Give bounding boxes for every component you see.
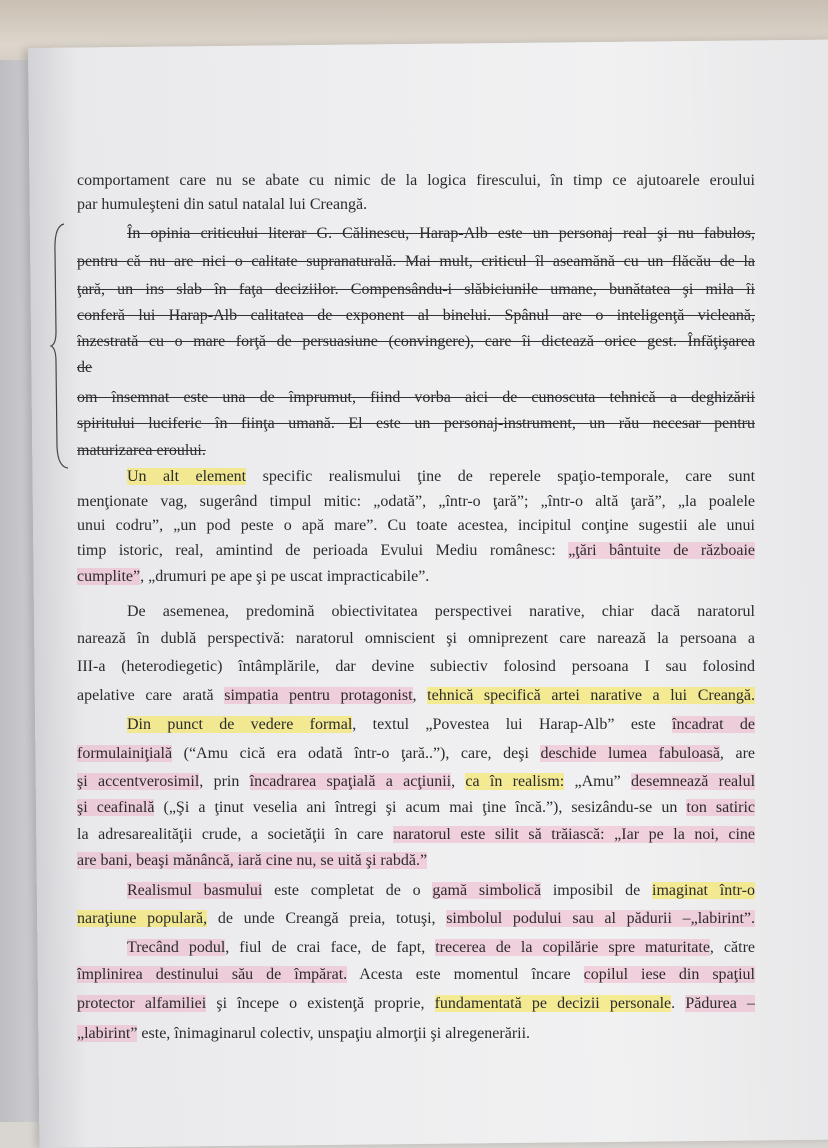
text-line bbox=[77, 492, 755, 512]
text-span: III-a (heterodiegetic) întâmplările, dar devine subiectiv folosind persoana I sau folosind bbox=[77, 658, 755, 675]
text-line bbox=[77, 332, 755, 352]
pink-highlight: gamă simbolică bbox=[432, 882, 542, 899]
text-line bbox=[77, 851, 755, 871]
text-span: comportament care nu se abate cu nimic de la logica firescului, în timp ce ajutoarele eroului bbox=[77, 172, 755, 189]
pink-highlight: Trecând podul bbox=[127, 939, 226, 956]
text-line bbox=[77, 441, 755, 461]
text-span: (“Amu cică era odată într-o ţară..”), care, deşi bbox=[172, 745, 541, 762]
text-span: de unde Creangă preia, totuşi, bbox=[207, 910, 447, 927]
text-line bbox=[77, 909, 755, 929]
pink-highlight: simbolul podului sau al pădurii –„labirint”. bbox=[446, 910, 755, 927]
text-line bbox=[127, 715, 755, 735]
struck-text: de bbox=[77, 359, 93, 376]
yellow-highlight: fundamentată pe decizii personale bbox=[434, 995, 672, 1012]
pink-highlight: Pădurea – bbox=[685, 995, 755, 1012]
text-line bbox=[77, 280, 755, 300]
pink-highlight: şi ceafinală bbox=[77, 799, 155, 816]
text-span: , textul „Povestea lui Harap-Alb” este bbox=[352, 716, 673, 733]
text-span: specific realismului ţine de bbox=[246, 468, 490, 485]
text-line bbox=[127, 881, 755, 901]
text-span: la adresarealităţii crude, a societăţii în care bbox=[77, 826, 394, 843]
text-line bbox=[77, 195, 755, 215]
pink-highlight: încadrat de bbox=[672, 716, 755, 733]
yellow-highlight: imaginat într-o bbox=[652, 882, 755, 899]
text-line bbox=[77, 965, 755, 985]
pink-highlight: protector alfamiliei bbox=[77, 995, 207, 1012]
text-line bbox=[77, 306, 755, 326]
text-span: , fiul de crai face, de fapt, bbox=[225, 939, 436, 956]
text-span: , care sunt bbox=[664, 468, 755, 485]
text-span: este completat de o bbox=[262, 882, 433, 899]
text-span: reperele spaţio-temporale bbox=[489, 468, 665, 485]
text-span: , are bbox=[719, 745, 755, 762]
struck-text: În opinia criticului literar G. Călinescu, Harap-Alb este un personaj real şi nu fabulos, bbox=[127, 225, 755, 242]
pink-highlight: ton satiric bbox=[686, 799, 755, 816]
text-span: , bbox=[451, 773, 466, 790]
text-line bbox=[77, 171, 755, 191]
pink-highlight: are bani, beaşi mănâncă, iară cine nu, se uită şi rabdă.” bbox=[77, 852, 428, 869]
yellow-highlight: tehnică specifică artei narative a lui Creangă. bbox=[427, 687, 755, 704]
text-span: par humuleşteni din satul natalal lui Creangă. bbox=[77, 196, 368, 213]
text-line bbox=[77, 567, 755, 587]
pink-highlight: naratorul este silit să trăiască: „Iar pe la noi, cine bbox=[393, 826, 755, 843]
text-span: , „drumuri pe ape şi pe uscat impracticabile”. bbox=[140, 568, 430, 585]
pink-highlight: împlinirea destinului său de împărat. bbox=[77, 966, 348, 983]
pink-highlight: şi accentverosimil bbox=[77, 773, 200, 790]
text-line bbox=[77, 825, 755, 845]
struck-text: conferă lui Harap-Alb calitatea de exponent al binelui. Spânul are o inteligenţă vicleană, bbox=[77, 307, 755, 324]
struck-text: înzestrată cu o mare forţă de persuasiune (convingere), care îi dictează orice gest. Înfăţişarea bbox=[77, 333, 755, 350]
text-span: , prin bbox=[199, 773, 250, 790]
text-line bbox=[77, 798, 755, 818]
text-line bbox=[77, 358, 755, 378]
text-span: („Şi a ţinut veselia ani întregi şi acum mai ţine încă.”), sesizându-se un bbox=[154, 799, 687, 816]
text-line bbox=[77, 629, 755, 649]
pink-highlight: „labirint” bbox=[77, 1025, 138, 1042]
struck-text: ţară, un ins slab în faţa deciziilor. Compensându-i slăbiciunile umane, bunătatea şi mila îi bbox=[77, 281, 755, 298]
text-span: şi începe o existenţă proprie, bbox=[206, 995, 435, 1012]
text-line bbox=[127, 467, 755, 487]
pen-bracket-mark bbox=[50, 222, 70, 472]
text-line bbox=[77, 516, 755, 536]
pink-highlight: „ţări bântuite de războaie bbox=[568, 542, 755, 559]
text-span: apelative care arată bbox=[77, 687, 225, 704]
text-line bbox=[127, 938, 755, 958]
text-span: este, înimaginarul colectiv, unspaţiu almorţii şi alregenerării. bbox=[137, 1025, 531, 1042]
text-span: Acesta este momentul încare bbox=[347, 966, 584, 983]
text-line bbox=[127, 224, 755, 244]
pink-highlight: încadrarea spaţială a acţiunii bbox=[249, 773, 452, 790]
text-span: menţionate vag, sugerând timpul mitic: „odată”, „într-o ţară”; „într-o altă ţară”, „la poalele bbox=[77, 493, 755, 510]
text-line bbox=[77, 686, 755, 706]
text-line bbox=[77, 772, 755, 792]
pink-highlight: cumplite” bbox=[77, 568, 141, 585]
pink-highlight: deschide lumea fabuloasă bbox=[540, 745, 720, 762]
pink-highlight: formulainiţială bbox=[77, 745, 173, 762]
text-span: , bbox=[412, 687, 428, 704]
text-line bbox=[77, 1024, 755, 1044]
yellow-highlight: Un alt element bbox=[127, 468, 247, 485]
text-span: , către bbox=[709, 939, 755, 956]
text-line bbox=[77, 252, 755, 272]
text-span: . bbox=[671, 995, 686, 1012]
text-line bbox=[77, 541, 755, 561]
struck-text: spiritului luciferic în fiinţa umană. El este un personaj-instrument, un rău necesar pentru bbox=[77, 415, 755, 432]
text-line bbox=[77, 657, 755, 677]
yellow-highlight: Din punct de vedere formal bbox=[127, 716, 353, 733]
text-span: „Amu” bbox=[564, 773, 632, 790]
text-span: imposibil de bbox=[541, 882, 652, 899]
text-span: De asemenea, predomină obiectivitatea perspectivei narative, chiar dacă naratorul bbox=[127, 603, 755, 620]
yellow-highlight: naraţiune populară, bbox=[77, 910, 208, 927]
yellow-highlight: ca în realism: bbox=[465, 773, 565, 790]
text-line bbox=[77, 744, 755, 764]
pink-highlight: simpatia pentru protagonist bbox=[224, 687, 413, 704]
text-line bbox=[127, 602, 755, 622]
pink-highlight: desemnează realul bbox=[631, 773, 755, 790]
text-line bbox=[77, 994, 755, 1014]
text-span: unui codru”, „un pod peste o apă mare”. Cu toate acestea, incipitul conţine sugestii ale unui bbox=[77, 517, 755, 534]
text-line bbox=[77, 388, 755, 408]
text-span: narează în dublă perspectivă: naratorul omniscient şi omniprezent care narează la persoana a bbox=[77, 630, 755, 647]
text-line bbox=[77, 414, 755, 434]
text-span: timp istoric, real, amintind de perioada Evului Mediu românesc: bbox=[77, 542, 569, 559]
pink-highlight: Realismul basmului bbox=[127, 882, 263, 899]
pink-highlight: trecerea de la copilărie spre maturitate bbox=[435, 939, 710, 956]
struck-text: om însemnat este una de împrumut, fiind vorba aici de cunoscuta tehnică a deghizării bbox=[77, 389, 755, 406]
struck-text: maturizarea eroului. bbox=[77, 442, 206, 459]
struck-text: pentru că nu are nici o calitate supranaturală. Mai mult, criticul îl aseamănă cu un flăcău de la bbox=[77, 253, 755, 270]
pink-highlight: copilul iese din spaţiul bbox=[583, 966, 755, 983]
